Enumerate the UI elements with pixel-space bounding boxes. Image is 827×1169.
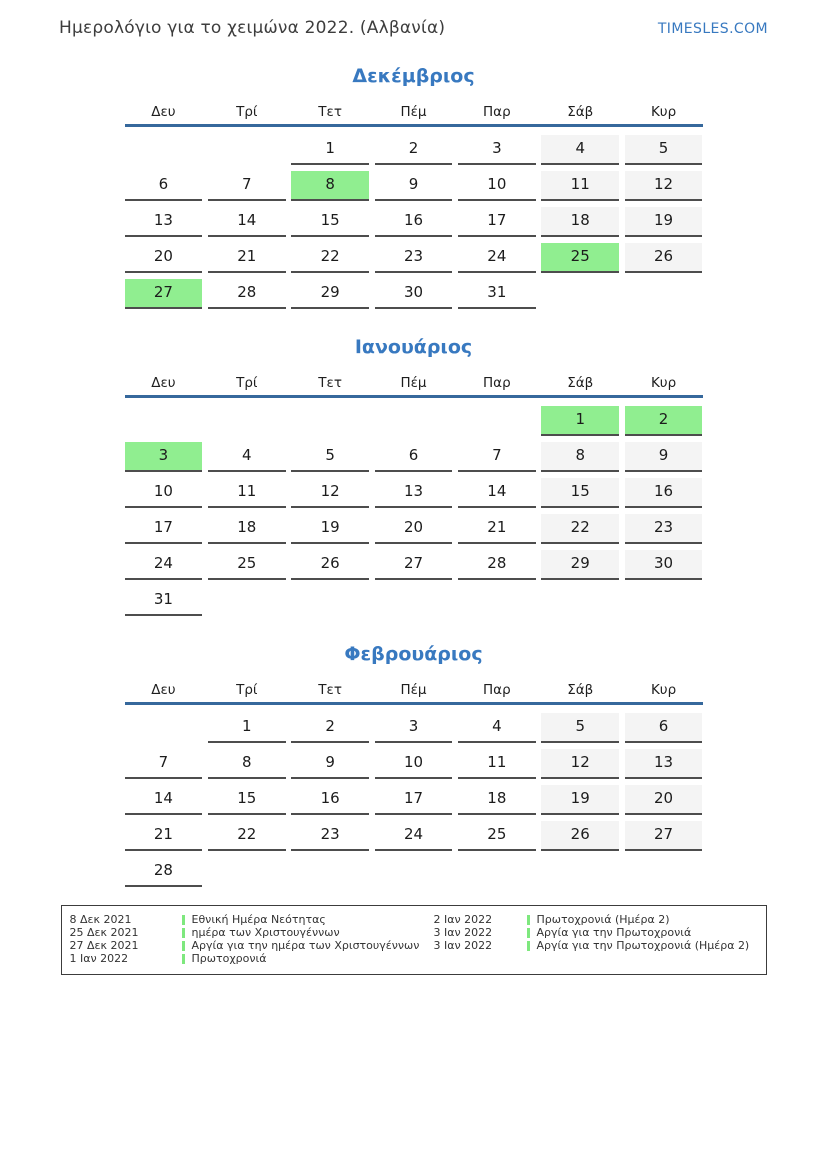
- day-cell: 23: [291, 821, 369, 851]
- day-cell: 23: [375, 243, 453, 273]
- day-cell: 30: [375, 279, 453, 309]
- day-cell: 17: [375, 785, 453, 815]
- weekday-label: Πέμ: [400, 104, 427, 120]
- day-cell-empty: [375, 406, 453, 436]
- weekday-label: Δευ: [151, 375, 176, 391]
- legend-date: 1 Ιαν 2022: [69, 952, 129, 965]
- day-cell-empty: [458, 586, 536, 616]
- day-cell: 16: [375, 207, 453, 237]
- weekday-label: Πέμ: [400, 682, 427, 698]
- day-cell: 4: [541, 135, 619, 165]
- holiday-marker-icon: [182, 954, 185, 964]
- day-cell: 28: [458, 550, 536, 580]
- day-cell: 22: [208, 821, 286, 851]
- weekday-label: Σάβ: [567, 375, 594, 391]
- weekday-label: Πέμ: [400, 375, 427, 391]
- day-cell-empty: [375, 857, 453, 887]
- page-header: [0, 0, 827, 38]
- day-cell: 14: [458, 478, 536, 508]
- month-section: [0, 64, 827, 309]
- day-cell: 18: [208, 514, 286, 544]
- holiday-marker-icon: [182, 915, 185, 925]
- day-cell: 5: [291, 442, 369, 472]
- legend-entry: [70, 952, 434, 965]
- day-cell: 27: [125, 279, 203, 309]
- day-cell-empty: [625, 857, 703, 887]
- day-cell: 20: [625, 785, 703, 815]
- day-cell-empty: [291, 586, 369, 616]
- day-cell: 14: [208, 207, 286, 237]
- day-cell: 7: [125, 749, 203, 779]
- day-cell: 9: [291, 749, 369, 779]
- legend-label: Πρωτοχρονιά: [191, 952, 267, 965]
- day-cell: 9: [625, 442, 703, 472]
- day-cell: 30: [625, 550, 703, 580]
- weekday-label: Τετ: [318, 104, 342, 120]
- weekday-separator-line: [125, 124, 703, 127]
- day-cell: 1: [208, 713, 286, 743]
- month-section: [0, 642, 827, 887]
- day-cell-empty: [291, 857, 369, 887]
- day-cell: 31: [458, 279, 536, 309]
- day-cell: 24: [125, 550, 203, 580]
- legend-entry: [434, 926, 758, 939]
- weekday-separator-line: [125, 395, 703, 398]
- brand-link[interactable]: TIMESLES.COM: [657, 21, 768, 37]
- months-container: [0, 64, 827, 887]
- day-cell: 8: [208, 749, 286, 779]
- day-cell: 16: [291, 785, 369, 815]
- day-cell: 13: [625, 749, 703, 779]
- day-cell: 17: [458, 207, 536, 237]
- holiday-marker-icon: [182, 928, 185, 938]
- day-cell: 3: [125, 442, 203, 472]
- day-cell: 26: [291, 550, 369, 580]
- weekday-header-row: [125, 682, 703, 698]
- day-cell: 11: [458, 749, 536, 779]
- month-grid: [125, 713, 703, 887]
- day-cell: 7: [208, 171, 286, 201]
- day-cell: 9: [375, 171, 453, 201]
- day-cell: 31: [125, 586, 203, 616]
- day-cell: 28: [208, 279, 286, 309]
- day-cell: 20: [375, 514, 453, 544]
- day-cell: 26: [541, 821, 619, 851]
- legend-date: 27 Δεκ 2021: [69, 939, 139, 952]
- legend-entry: [434, 939, 758, 952]
- day-cell: 4: [208, 442, 286, 472]
- day-cell-empty: [625, 279, 703, 309]
- day-cell: 6: [625, 713, 703, 743]
- day-cell-empty: [125, 713, 203, 743]
- legend-column-left: [70, 913, 434, 965]
- day-cell: 10: [125, 478, 203, 508]
- day-cell: 29: [541, 550, 619, 580]
- day-cell: 29: [291, 279, 369, 309]
- legend-label: Πρωτοχρονιά (Ημέρα 2): [536, 913, 670, 926]
- day-cell: 10: [375, 749, 453, 779]
- day-cell: 18: [541, 207, 619, 237]
- legend-entry: [70, 926, 434, 939]
- day-cell: 15: [541, 478, 619, 508]
- month-title: Δεκέμβριος: [352, 65, 475, 87]
- month-title: Φεβρουάριος: [344, 643, 483, 665]
- legend-label: Αργία για την Πρωτοχρονιά (Ημέρα 2): [536, 939, 750, 952]
- day-cell: 6: [375, 442, 453, 472]
- day-cell: 19: [625, 207, 703, 237]
- day-cell-empty: [208, 586, 286, 616]
- page-title: Ημερολόγιο για το χειμώνα 2022. (Αλβανία): [59, 18, 446, 38]
- day-cell-empty: [208, 857, 286, 887]
- legend-date: 25 Δεκ 2021: [69, 926, 139, 939]
- day-cell: 6: [125, 171, 203, 201]
- day-cell: 2: [375, 135, 453, 165]
- legend-entry: [70, 913, 434, 926]
- day-cell: 25: [208, 550, 286, 580]
- day-cell: 15: [208, 785, 286, 815]
- day-cell: 13: [125, 207, 203, 237]
- holiday-marker-icon: [527, 928, 530, 938]
- day-cell: 11: [208, 478, 286, 508]
- day-cell-empty: [375, 586, 453, 616]
- weekday-label: Σάβ: [567, 104, 594, 120]
- day-cell: 8: [291, 171, 369, 201]
- day-cell: 14: [125, 785, 203, 815]
- legend-date: 3 Ιαν 2022: [433, 926, 493, 939]
- weekday-label: Παρ: [483, 104, 511, 120]
- weekday-label: Παρ: [483, 375, 511, 391]
- legend-entry: [434, 913, 758, 926]
- weekday-label: Κυρ: [650, 682, 677, 698]
- legend-entry: [70, 939, 434, 952]
- day-cell: 24: [375, 821, 453, 851]
- day-cell: 22: [291, 243, 369, 273]
- day-cell: 5: [541, 713, 619, 743]
- day-cell: 27: [375, 550, 453, 580]
- day-cell-empty: [541, 586, 619, 616]
- day-cell: 5: [625, 135, 703, 165]
- day-cell: 21: [208, 243, 286, 273]
- legend-date: 8 Δεκ 2021: [69, 913, 132, 926]
- day-cell: 8: [541, 442, 619, 472]
- weekday-label: Τρί: [236, 104, 258, 120]
- day-cell: 25: [458, 821, 536, 851]
- day-cell-empty: [458, 857, 536, 887]
- weekday-label: Κυρ: [650, 104, 677, 120]
- weekday-separator-line: [125, 702, 703, 705]
- day-cell: 25: [541, 243, 619, 273]
- weekday-label: Παρ: [483, 682, 511, 698]
- day-cell: 1: [541, 406, 619, 436]
- month-grid: [125, 406, 703, 616]
- day-cell: 4: [458, 713, 536, 743]
- day-cell: 13: [375, 478, 453, 508]
- day-cell-empty: [458, 406, 536, 436]
- day-cell: 10: [458, 171, 536, 201]
- weekday-header-row: [125, 375, 703, 391]
- weekday-label: Κυρ: [650, 375, 677, 391]
- month-section: [0, 335, 827, 616]
- day-cell-empty: [125, 406, 203, 436]
- legend-date: 2 Ιαν 2022: [433, 913, 493, 926]
- weekday-label: Δευ: [151, 682, 176, 698]
- day-cell: 2: [625, 406, 703, 436]
- holiday-marker-icon: [527, 941, 530, 951]
- legend-label: Αργία για την Πρωτοχρονιά: [536, 926, 692, 939]
- holiday-legend: [61, 905, 767, 975]
- weekday-label: Σάβ: [567, 682, 594, 698]
- day-cell: 3: [375, 713, 453, 743]
- weekday-header-row: [125, 104, 703, 120]
- day-cell: 17: [125, 514, 203, 544]
- day-cell: 18: [458, 785, 536, 815]
- weekday-label: Τετ: [318, 682, 342, 698]
- day-cell: 28: [125, 857, 203, 887]
- day-cell: 21: [125, 821, 203, 851]
- legend-date: 3 Ιαν 2022: [433, 939, 493, 952]
- day-cell: 16: [625, 478, 703, 508]
- day-cell: 27: [625, 821, 703, 851]
- day-cell-empty: [541, 857, 619, 887]
- legend-label: ημέρα των Χριστουγέννων: [191, 926, 340, 939]
- day-cell: 12: [625, 171, 703, 201]
- legend-label: Εθνική Ημέρα Νεότητας: [191, 913, 326, 926]
- day-cell: 7: [458, 442, 536, 472]
- weekday-label: Τετ: [318, 375, 342, 391]
- day-cell: 1: [291, 135, 369, 165]
- day-cell: 19: [291, 514, 369, 544]
- day-cell: 22: [541, 514, 619, 544]
- day-cell-empty: [541, 279, 619, 309]
- day-cell-empty: [625, 586, 703, 616]
- day-cell: 26: [625, 243, 703, 273]
- day-cell-empty: [125, 135, 203, 165]
- weekday-label: Τρί: [236, 682, 258, 698]
- day-cell: 3: [458, 135, 536, 165]
- day-cell-empty: [208, 135, 286, 165]
- day-cell-empty: [291, 406, 369, 436]
- holiday-marker-icon: [182, 941, 185, 951]
- day-cell: 2: [291, 713, 369, 743]
- day-cell: 24: [458, 243, 536, 273]
- day-cell: 12: [541, 749, 619, 779]
- day-cell: 12: [291, 478, 369, 508]
- weekday-label: Τρί: [236, 375, 258, 391]
- day-cell: 11: [541, 171, 619, 201]
- legend-label: Αργία για την ημέρα των Χριστουγέννων: [191, 939, 420, 952]
- day-cell: 21: [458, 514, 536, 544]
- day-cell: 23: [625, 514, 703, 544]
- day-cell-empty: [208, 406, 286, 436]
- day-cell: 20: [125, 243, 203, 273]
- day-cell: 15: [291, 207, 369, 237]
- weekday-label: Δευ: [151, 104, 176, 120]
- month-grid: [125, 135, 703, 309]
- legend-column-right: [434, 913, 758, 965]
- month-title: Ιανουάριος: [354, 336, 473, 358]
- day-cell: 19: [541, 785, 619, 815]
- holiday-marker-icon: [527, 915, 530, 925]
